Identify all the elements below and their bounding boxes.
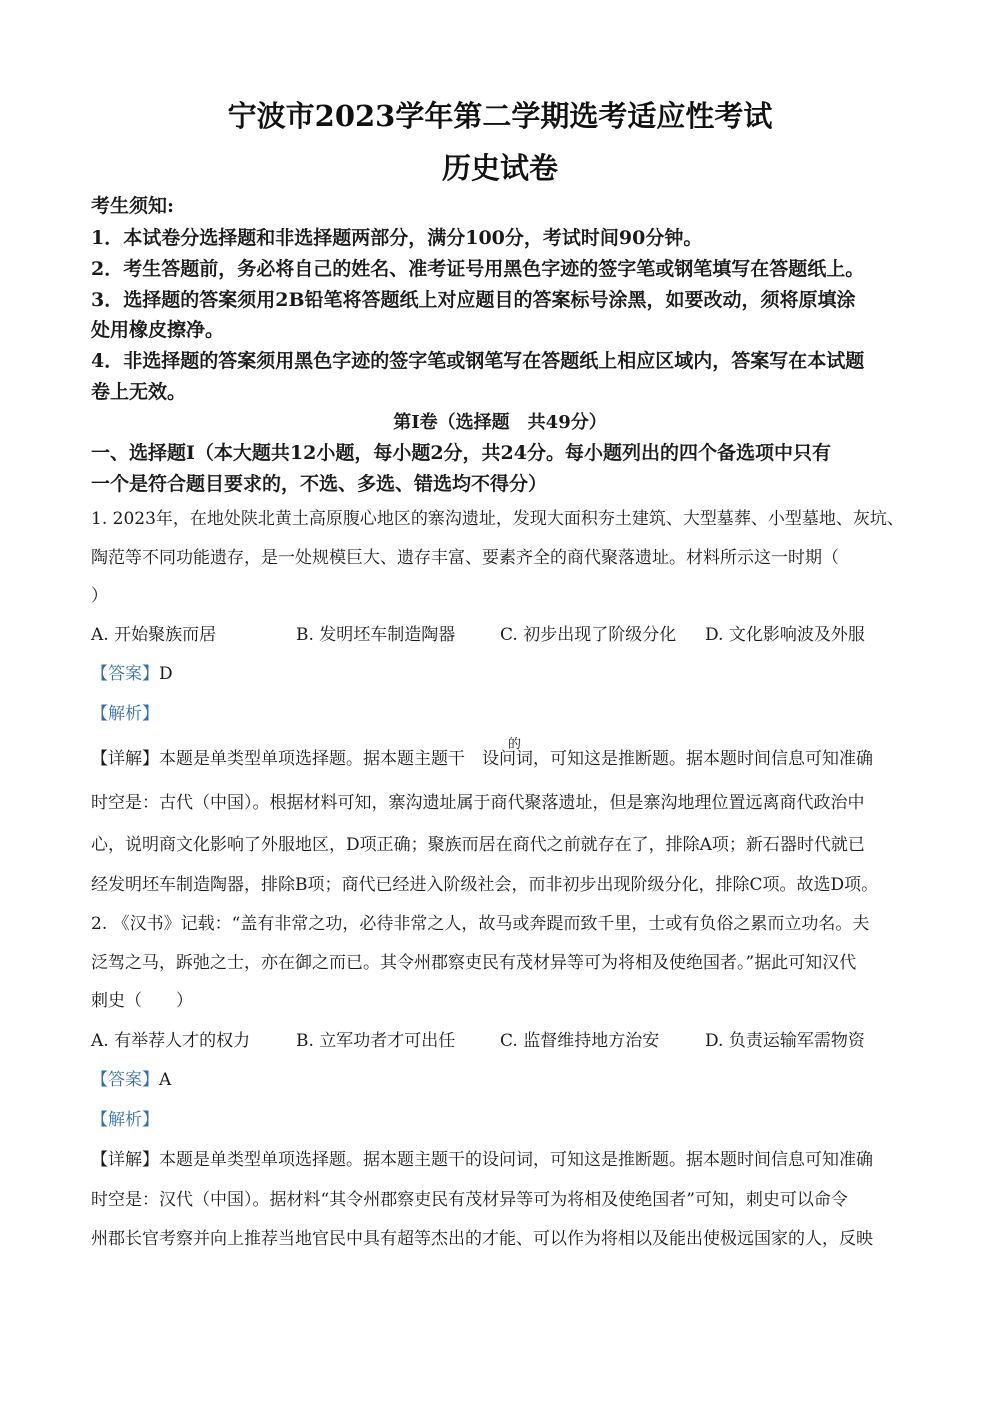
analysis-label: 【解析】 [91, 704, 159, 724]
notice-heading: 考生须知: [91, 195, 175, 217]
question-stem: 2. 《汉书》记载：“盖有非常之功，必待非常之人，故马或奔踶而致千里，士或有负俗之累而立功名。夫 [91, 914, 870, 934]
detail-text: 本题是单类型单项选择题。据本题主题干的设问词，可知这是推断题。据本题时间信息可知准确 [159, 1150, 873, 1170]
analysis-label: 【解析】 [91, 1110, 159, 1130]
detail-text: 时空是：汉代（中国）。据材料“其令州郡察吏民有茂材异等可为将相及使绝国者”可知，刺史可以命令 [91, 1190, 848, 1210]
question-stem: 泛驾之马，跅弛之士，亦在御之而已。其令州郡察吏民有茂材异等可为将相及使绝国者。”据此可知汉代 [91, 953, 857, 973]
section-heading: 一个是符合题目要求的，不选、多选、错选均不得分） [91, 473, 548, 495]
notice-item: 卷上无效。 [91, 381, 187, 403]
option-d: D. 负责运输军需物资 [705, 1031, 865, 1051]
option-b: B. 立军功者才可出任 [296, 1031, 456, 1051]
option-a: A. 有举荐人才的权力 [91, 1031, 251, 1051]
notice-item: 1．本试卷分选择题和非选择题两部分，满分100分，考试时间90分钟。 [91, 227, 703, 249]
question-stem: 1. 2023年，在地处陕北黄土高原腹心地区的寨沟遗址，发现大面积夯土建筑、大型墓葬、小型墓地、灰坑、 [91, 509, 904, 529]
notice-item: 2．考生答题前，务必将自己的姓名、准考证号用黑色字迹的签字笔或钢笔填写在答题纸上。 [91, 258, 865, 280]
answer-label: 【答案】 [91, 1070, 159, 1090]
option-a: A. 开始聚族而居 [91, 625, 217, 645]
exam-subtitle: 历史试卷 [441, 151, 558, 185]
detail-superscript: 的 [508, 737, 522, 752]
detail-line [91, 1145, 873, 1175]
detail-line [91, 744, 873, 774]
notice-item: 处用橡皮擦净。 [91, 319, 225, 341]
detail-text: 时空是：古代（中国）。根据材料可知，寨沟遗址属于商代聚落遗址，但是寨沟地理位置远离商代政治中 [91, 793, 865, 813]
answer-value: D [159, 664, 173, 684]
notice-item: 3．选择题的答案须用2B铅笔将答题纸上对应题目的答案标号涂黑，如要改动，须将原填涂 [91, 289, 856, 311]
answer-label: 【答案】 [91, 664, 159, 684]
question-stem: ） [91, 586, 108, 606]
answer-line [91, 1065, 171, 1095]
detail-label: 【详解】 [91, 1150, 159, 1170]
exam-title: 宁波市2023学年第二学期选考适应性考试 [227, 99, 773, 133]
notice-item: 4．非选择题的答案须用黑色字迹的签字笔或钢笔写在答题纸上相应区域内，答案写在本试题 [91, 350, 865, 372]
detail-label: 【详解】 [91, 749, 159, 769]
question-stem: 刺史（ ） [91, 991, 193, 1011]
option-b: B. 发明坯车制造陶器 [296, 625, 456, 645]
detail-text: 心，说明商文化影响了外服地区，D项正确；聚族而居在商代之前就存在了，排除A项；新石器时代就已 [91, 835, 865, 855]
answer-line [91, 659, 173, 689]
question-stem: 陶范等不同功能遗存，是一处规模巨大、遗存丰富、要素齐全的商代聚落遗址。材料所示这一时期（ [91, 548, 839, 568]
part-title: 第Ⅰ卷（选择题 共49分） [393, 412, 607, 433]
answer-value: A [159, 1070, 172, 1090]
option-c: C. 监督维持地方治安 [500, 1031, 660, 1051]
section-heading: 一、选择题Ⅰ（本大题共12小题，每小题2分，共24分。每小题列出的四个备选项中只有 [91, 442, 831, 464]
detail-text: 本题是单类型单项选择题。据本题主题干 设问词，可知这是推断题。据本题时间信息可知准确 [159, 749, 873, 769]
option-c: C. 初步出现了阶级分化 [500, 625, 677, 645]
option-d: D. 文化影响波及外服 [705, 625, 865, 645]
detail-text: 州郡长官考察并向上推荐当地官民中具有超等杰出的才能、可以作为将相以及能出使极远国家的人，反映 [91, 1229, 873, 1249]
detail-text: 经发明坯车制造陶器，排除B项；商代已经进入阶级社会，而非初步出现阶级分化，排除C项。故选D项。 [91, 875, 879, 895]
